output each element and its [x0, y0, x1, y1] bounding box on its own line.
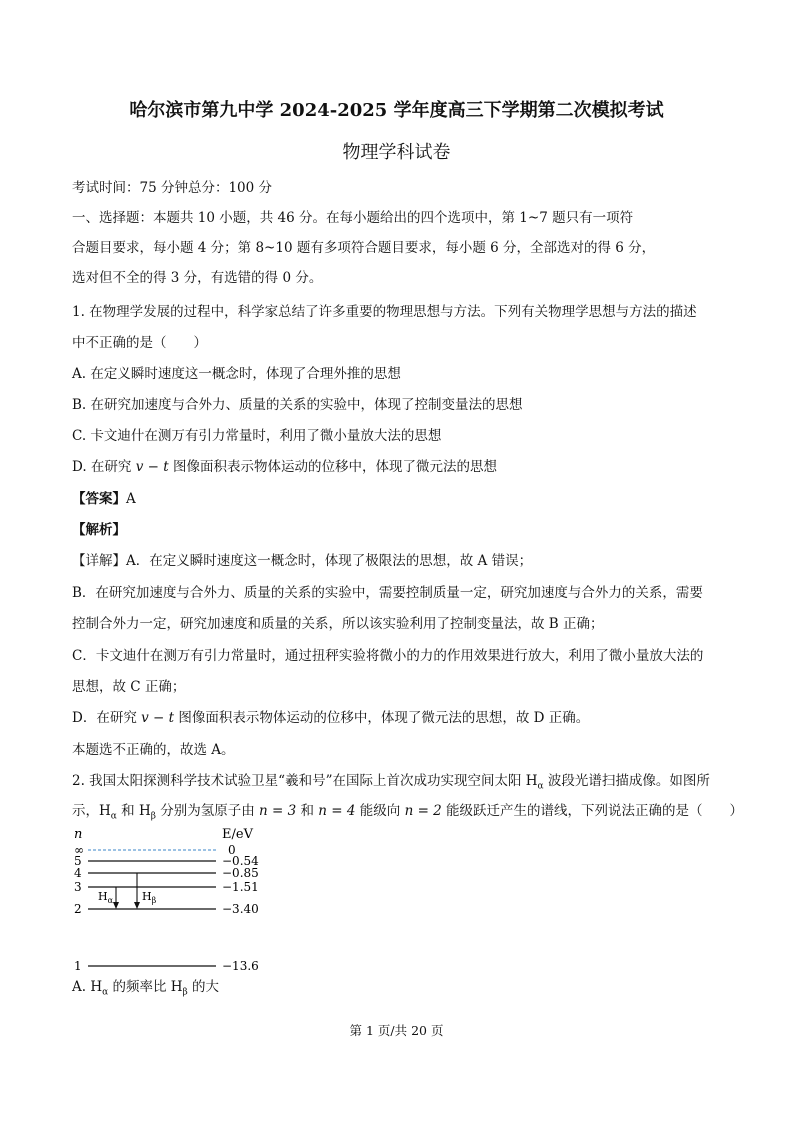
h-beta-h: H — [142, 890, 152, 903]
q2-text: 能级跃迁产生的谱线，下列说法正确的是（ ） — [441, 803, 744, 819]
answer-tag: 【答案】 — [72, 491, 126, 507]
q1-answer — [72, 489, 136, 509]
paper-title: 哈尔滨市第九中学 2024-2025 学年度高三下学期第二次模拟考试 — [129, 100, 664, 121]
q1-option-c: C. 卡文迪什在测万有引力常量时，利用了微小量放大法的思想 — [72, 428, 442, 444]
paper-subtitle: 物理学科试卷 — [342, 142, 451, 163]
q1-option-a: A. 在定义瞬时速度这一概念时，体现了合理外推的思想 — [72, 366, 401, 382]
level-e-label: −1.51 — [222, 880, 259, 894]
level-e-label: −13.6 — [222, 959, 259, 973]
level-n-label: 5 — [74, 854, 82, 868]
q1-stem-line: 中不正确的是（ ） — [72, 335, 207, 351]
q2-text: 能级向 — [355, 803, 405, 819]
exam-info: 考试时间：75 分钟总分：100 分 — [72, 180, 273, 196]
axis-n-label: n — [74, 827, 83, 842]
q1-detail-line: C．卡文迪什在测万有引力常量时，通过扭秤实验将微小的力的作用效果进行放大，利用了微小量放大法的 — [72, 648, 704, 664]
q2-option-a-text: 的频率比 H — [108, 979, 183, 995]
q1-detail-line: 控制合外力一定，研究加速度和质量的关系，所以该实验利用了控制变量法，故 B 正确； — [72, 616, 604, 632]
q2-line1-sub: α — [537, 781, 544, 792]
axis-e-label: E/eV — [222, 827, 253, 842]
level-n-label: 1 — [74, 959, 82, 973]
h-alpha-arrow-head — [113, 902, 119, 909]
q1-option-b: B. 在研究加速度与合外力、质量的关系的实验中，体现了控制变量法的思想 — [72, 397, 523, 413]
q2-option-a-text: 的大 — [187, 979, 220, 995]
page-footer: 第 1 页/共 20 页 — [349, 1023, 444, 1038]
q1-detail-d-math: v − t — [141, 710, 175, 726]
level-n-label: ∞ — [74, 843, 84, 857]
q2-text: 分别为氢原子由 — [155, 803, 260, 819]
level-n-label: 4 — [74, 866, 82, 880]
h-alpha-h: H — [98, 890, 108, 903]
q2-stem-line — [72, 801, 743, 827]
q2-text: 示，H — [72, 803, 111, 819]
answer-value: A — [126, 491, 136, 507]
h-beta-label — [142, 890, 157, 905]
h-alpha-label — [98, 890, 114, 905]
q2-math: n = 4 — [318, 803, 356, 819]
q1-conclusion: 本题选不正确的，故选 A。 — [72, 742, 235, 758]
q2-text: 和 — [296, 803, 319, 819]
level-n-label: 2 — [74, 902, 82, 916]
q1-option-d-math: v − t — [135, 459, 169, 475]
level-n-label: 3 — [74, 880, 82, 894]
q1-detail-line: 思想，故 C 正确； — [72, 679, 186, 695]
q2-sub: α — [110, 811, 117, 822]
q1-detail-line: 【详解】A．在定义瞬时速度这一概念时，体现了极限法的思想，故 A 错误； — [72, 553, 533, 569]
q1-detail-d-pre: D．在研究 — [72, 710, 142, 726]
q2-line1-post: 波段光谱扫描成像。如图所 — [543, 773, 710, 789]
q2-option-a-text: A. H — [72, 979, 103, 995]
h-beta-arrow-head — [134, 902, 140, 909]
level-e-label: −3.40 — [222, 902, 259, 916]
q1-option-d-pre: D. 在研究 — [72, 459, 136, 475]
q2-option-a — [72, 977, 219, 1003]
q1-detail-d-post: 图像面积表示物体运动的位移中，体现了微元法的思想，故 D 正确。 — [174, 710, 590, 726]
q2-option-a-sub: α — [102, 987, 109, 998]
h-beta-sub: β — [151, 896, 157, 905]
h-alpha-sub: α — [107, 896, 113, 905]
level-e-label: 0 — [228, 843, 236, 857]
q2-stem-line — [72, 771, 710, 797]
section-intro-line: 一、选择题：本题共 10 小题，共 46 分。在每小题给出的四个选项中，第 1~7 题只有一项符 — [72, 210, 634, 226]
q2-line1-pre: 2. 我国太阳探测科学技术试验卫星“羲和号”在国际上首次成功实现空间太阳 H — [72, 773, 538, 789]
section-intro-line: 合题目要求，每小题 4 分；第 8~10 题有多项符合题目要求，每小题 6 分，全部选对的得 6 分， — [72, 240, 656, 256]
level-e-label: −0.85 — [222, 866, 259, 880]
q1-option-d — [72, 457, 497, 477]
q1-detail-line: B．在研究加速度与合外力、质量的关系的实验中，需要控制质量一定，研究加速度与合外力的关系，需要 — [72, 585, 703, 601]
q2-math: n = 3 — [259, 803, 297, 819]
q2-sub: β — [150, 811, 156, 822]
section-intro-line: 选对但不全的得 3 分，有选错的得 0 分。 — [72, 270, 323, 286]
q1-stem-line: 1. 在物理学发展的过程中，科学家总结了许多重要的物理思想与方法。下列有关物理学思想与方法的描述 — [72, 304, 697, 320]
analysis-tag: 【解析】 — [72, 522, 126, 538]
q2-option-a-sub: β — [182, 987, 188, 998]
q2-math: n = 2 — [404, 803, 442, 819]
q2-text: 和 H — [116, 803, 151, 819]
energy-level-diagram — [70, 825, 310, 985]
q1-option-d-post: 图像面积表示物体运动的位移中，体现了微元法的思想 — [168, 459, 497, 475]
q1-detail-d — [72, 708, 589, 728]
level-e-label: −0.54 — [222, 854, 259, 868]
